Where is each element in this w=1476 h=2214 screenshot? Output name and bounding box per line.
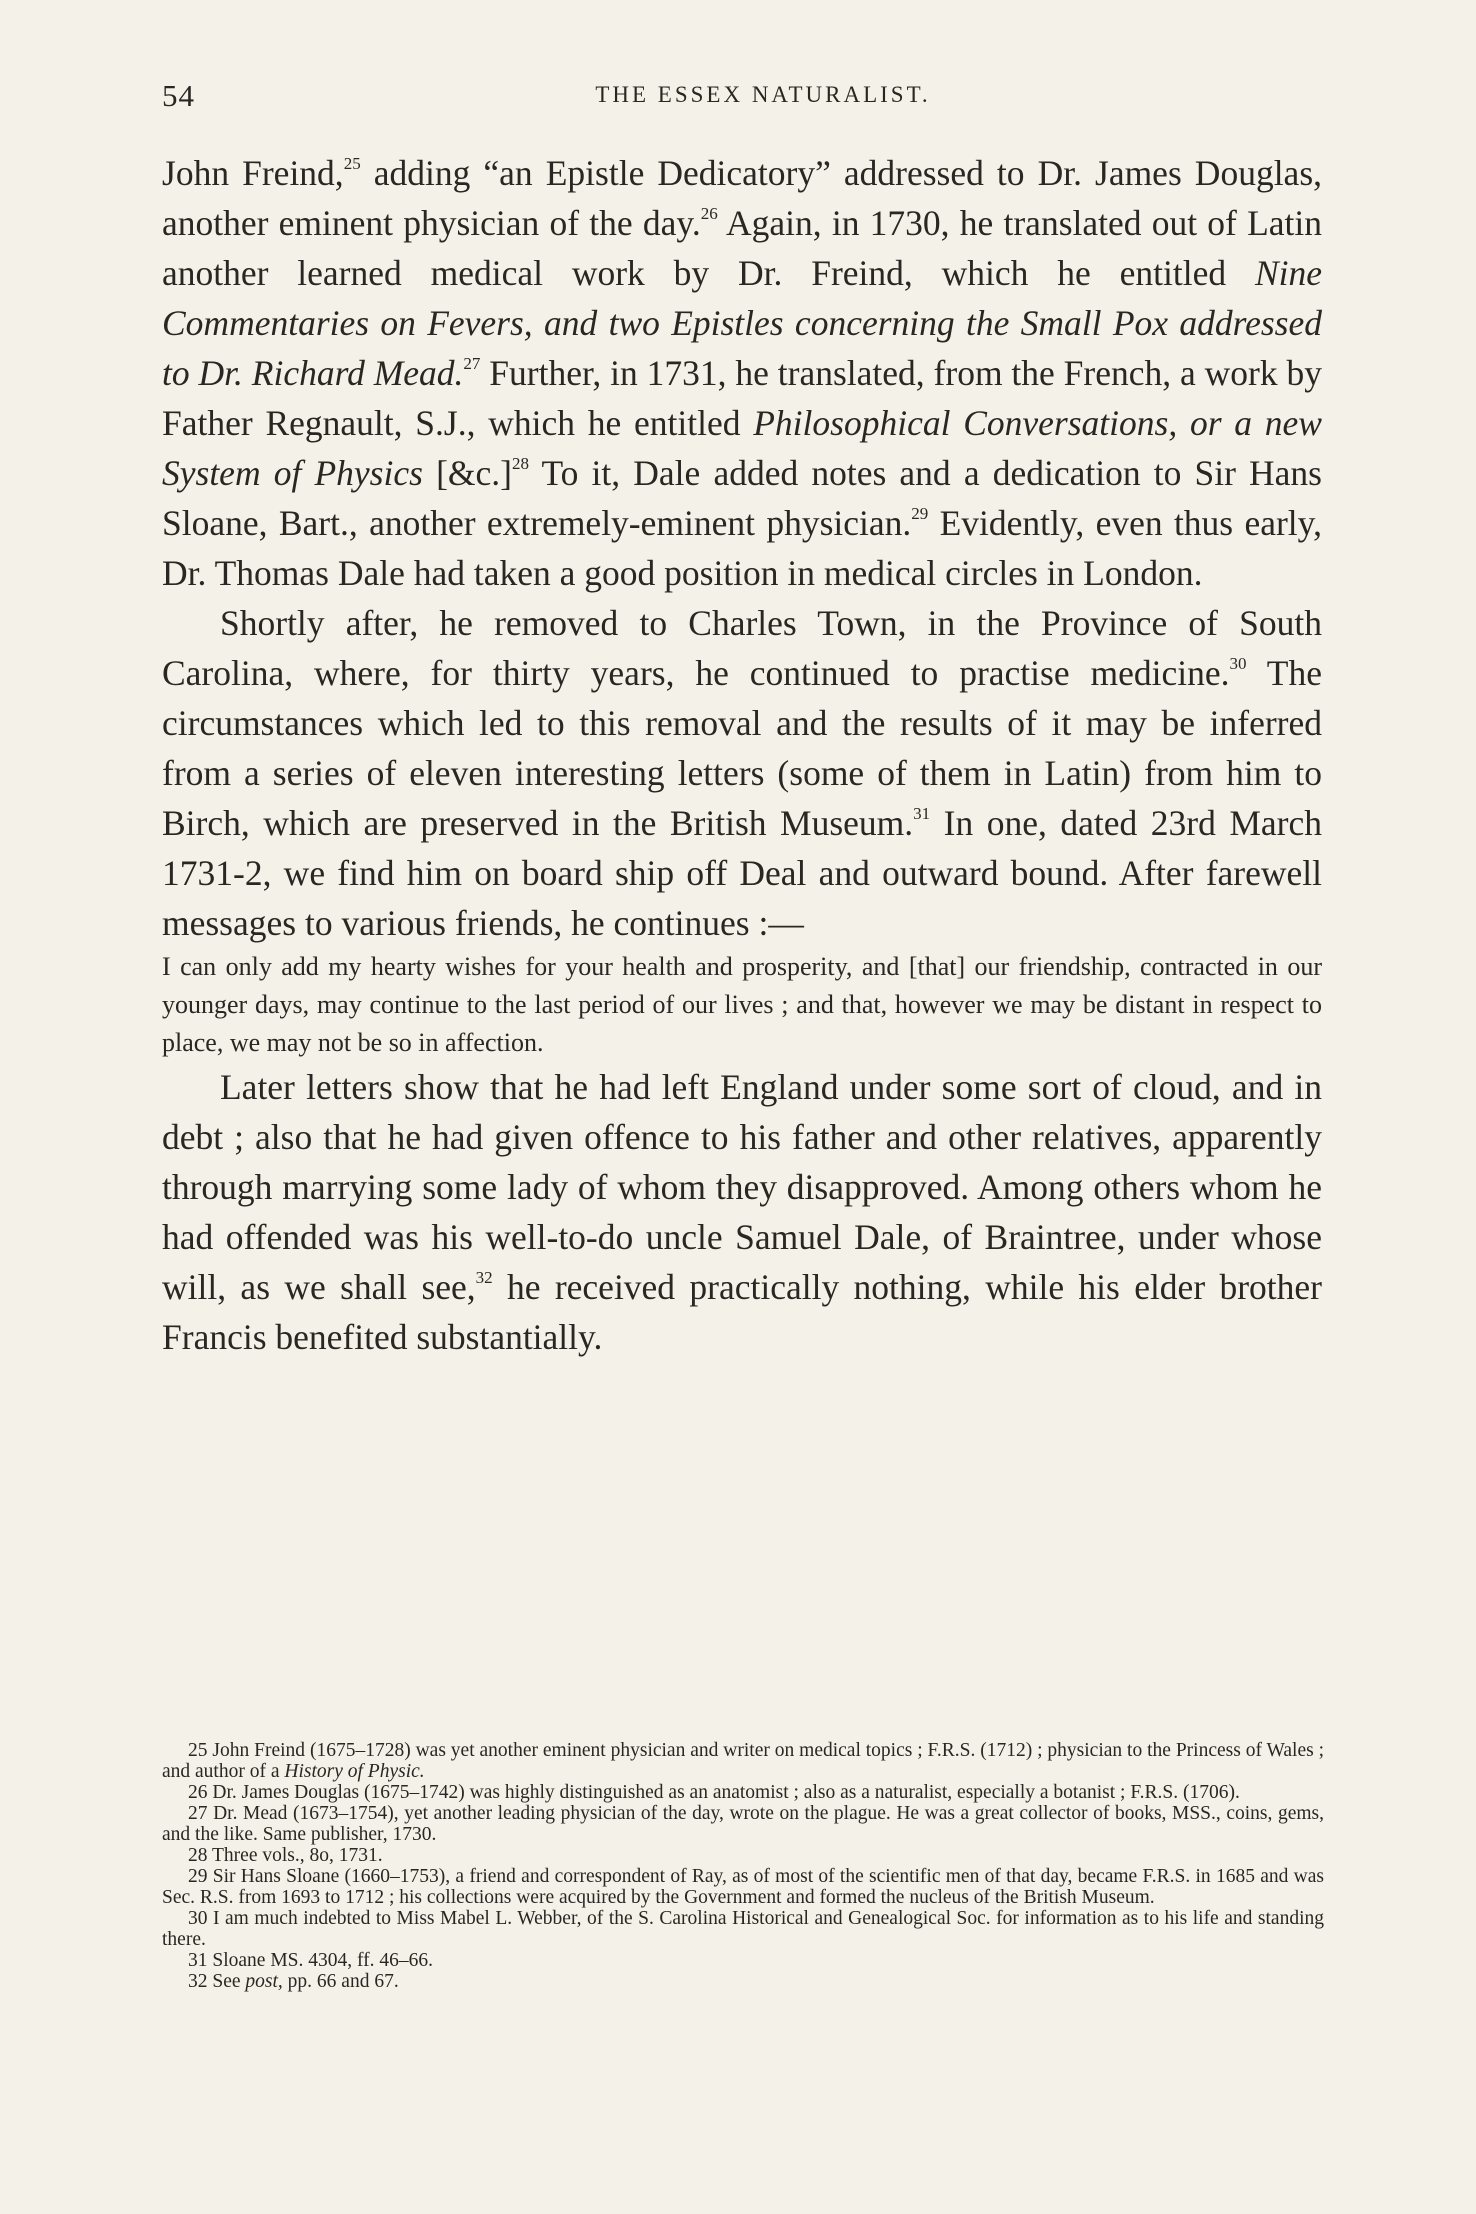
footnote-26: 26 Dr. James Douglas (1675–1742) was highly distinguished as an anatomist ; also as a naturalist, especially a botanist ; F.R.S. (1706).	[188, 1782, 1240, 1803]
footnote-ref-30: 30	[1229, 654, 1247, 673]
footnote-ref-31: 31	[913, 804, 931, 823]
paragraph-1: John Freind,$^{25}$ adding “an Epistle Dedicatory” addressed to Dr. James Douglas, another eminent physician of the day.$^{26}$ Again, in 1730, he translated out of Latin another learned medical work by Dr. Freind, which he entitled Nine Commentaries on Fevers, and two Epistles concerning the Small Pox addressed to Dr. Richard Mead.$^{27}$ Further, in 1731, he translated, from the French, a work by Father Regnault, S.J., which he entitled Philosophical Conversations, or a new System of Physics [&c.]$^{28}$ To it, Dale added notes and a dedication to Sir Hans Sloane, Bart., another extremely-eminent physician.$^{29}$ Evidently, even thus early, Dr. Thomas Dale had taken a good position in medical circles in London.	[162, 153, 1323, 593]
footnote-ref-26: 26	[700, 204, 718, 223]
book-title-nine-commentaries: Nine Commentaries on Fevers, and two Epistles concerning the Small Pox addressed to Dr. Richard Mead.	[162, 253, 1322, 393]
body-text	[162, 148, 1322, 1362]
footnotes	[162, 1740, 1324, 1992]
footnote-ref-25: 25	[343, 154, 361, 173]
footnote-ref-32: 32	[475, 1268, 493, 1287]
footnote-28: 28 Three vols., 8o, 1731.	[188, 1845, 383, 1866]
footnote-31: 31 Sloane MS. 4304, ff. 46–66.	[188, 1950, 434, 1971]
footnote-27: 27 Dr. Mead (1673–1754), yet another leading physician of the day, wrote on the plague. He was a great collector of books, MSS., coins, gems, and the like. Same publisher, 1730.	[162, 1803, 1324, 1845]
running-title: THE ESSEX NATURALIST.	[595, 82, 931, 107]
page-header	[162, 78, 1324, 118]
footnote-29: 29 Sir Hans Sloane (1660–1753), a friend and correspondent of Ray, as of most of the scientific men of that day, became F.R.S. in 1685 and was Sec. R.S. from 1693 to 1712 ; his collections were acquired by the Government and formed the nucleus of the British Museum.	[162, 1866, 1324, 1908]
paragraph-3: Later letters show that he had left England under some sort of cloud, and in debt ; also that he had given offence to his father and other relatives, apparently through marrying some lady of whom they disapproved. Among others whom he had offended was his well-to-do uncle Samuel Dale, of Braintree, under whose will, as we shall see,$^{32}$ he received practically nothing, while his elder brother Francis benefited substantially.	[162, 1067, 1322, 1357]
footnote-30: 30 I am much indebted to Miss Mabel L. Webber, of the S. Carolina Historical and Genealogical Soc. for information as to his life and standing there.	[162, 1908, 1324, 1950]
footnote-25: 25 John Freind (1675–1728) was yet another eminent physician and writer on medical topics ; F.R.S. (1712) ; physician to the Princess of Wales ; and author of a History of Physic.	[162, 1740, 1324, 1782]
book-title-philosophical-conversations: Philosophical Conversations, or a new System of Physics	[162, 403, 1322, 493]
footnote-32: 32 See post, pp. 66 and 67.	[188, 1971, 399, 1992]
block-quote: I can only add my hearty wishes for your health and prosperity, and [that] our friendship, contracted in our younger days, may continue to the last period of our lives ; and that, however we may be distant in respect to place, we may not be so in affection.	[162, 952, 1322, 1057]
footnote-ref-27: 27	[463, 354, 481, 373]
footnote-ref-29: 29	[911, 504, 929, 523]
footnote-ref-28: 28	[511, 454, 529, 473]
paragraph-2: Shortly after, he removed to Charles Town, in the Province of South Carolina, where, for thirty years, he continued to practise medicine.$^{30}$ The circumstances which led to this removal and the results of it may be inferred from a series of eleven interesting letters (some of them in Latin) from him to Birch, which are preserved in the British Museum.$^{31}$ In one, dated 23rd March 1731-2, we find him on board ship off Deal and outward bound. After farewell messages to various friends, he continues :—	[162, 603, 1322, 943]
page-number: 54	[162, 78, 195, 113]
